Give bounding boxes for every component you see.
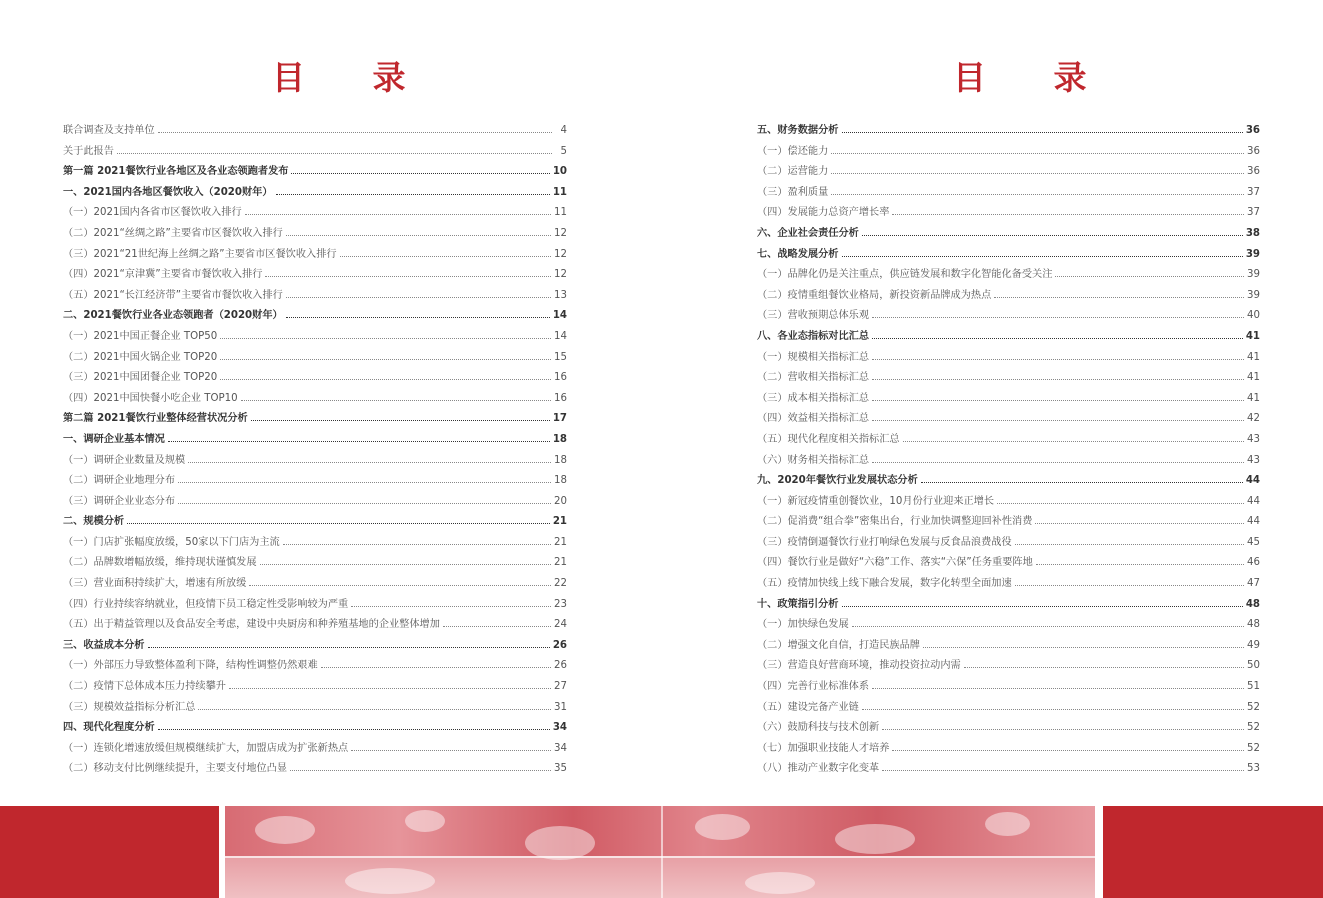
toc-entry[interactable] [63,533,567,554]
toc-list-right [757,121,1260,780]
toc-entry-page: 23 [554,598,567,610]
toc-entry-title: （三）规模效益指标分析汇总 [63,701,196,713]
toc-entry-title: 第一篇 2021餐饮行业各地区及各业态领跑者发布 [63,166,289,178]
toc-entry[interactable] [757,553,1260,574]
toc-entry-page: 39 [1247,289,1260,301]
toc-entry-title: （二）增强文化自信，打造民族品牌 [757,639,920,651]
toc-leader-dots [1036,563,1244,565]
toc-leader-dots [1015,543,1244,545]
toc-title-left: 目 录 [272,58,434,97]
toc-entry[interactable] [63,368,567,389]
toc-entry[interactable] [63,574,567,595]
toc-entry[interactable] [757,677,1260,698]
toc-entry[interactable] [63,595,567,616]
toc-entry[interactable] [63,656,567,677]
toc-entry[interactable] [757,636,1260,657]
toc-entry-title: （三）营业面积持续扩大，增速有所放缓 [63,578,247,590]
toc-entry[interactable] [757,121,1260,142]
toc-entry-page: 48 [1245,598,1260,610]
toc-entry-title: （五）疫情加快线上线下融合发展，数字化转型全面加速 [757,578,1012,590]
toc-entry-page: 40 [1247,310,1260,322]
toc-entry-page: 47 [1247,578,1260,590]
toc-leader-dots [148,646,550,648]
toc-entry[interactable] [757,492,1260,513]
toc-entry-title: 二、2021餐饮行业各业态领跑者（2020财年） [63,310,283,322]
toc-leader-dots [892,749,1244,751]
toc-entry-title: 十、政策指引分析 [757,598,839,610]
toc-entry-page: 41 [1247,392,1260,404]
toc-entry[interactable] [757,759,1260,780]
toc-entry-page: 52 [1247,742,1260,754]
toc-entry-page: 26 [552,639,567,651]
toc-entry-page: 14 [552,310,567,322]
toc-leader-dots [872,316,1244,318]
toc-entry[interactable] [63,245,567,266]
toc-entry-title: （五）出于精益管理以及食品安全考虑，建设中央厨房和种养殖基地的企业整体增加 [63,619,440,631]
toc-entry-page: 15 [554,351,567,363]
toc-leader-dots [872,419,1244,421]
toc-entry-title: （二）促消费“组合拳”密集出台，行业加快调整迎回补性消费 [757,516,1033,528]
toc-leader-dots [831,172,1244,174]
toc-leader-dots [188,461,551,463]
toc-entry[interactable] [63,759,567,780]
toc-leader-dots [872,358,1244,360]
toc-entry-page: 38 [1245,227,1260,239]
toc-entry[interactable] [757,718,1260,739]
toc-entry-title: 八、各业态指标对比汇总 [757,330,870,342]
toc-entry-title: （二）营收相关指标汇总 [757,372,870,384]
toc-entry[interactable] [63,451,567,472]
toc-leader-dots [872,399,1244,401]
toc-entry-page: 42 [1247,413,1260,425]
toc-entry-page: 11 [554,207,567,219]
toc-entry-title: 四、现代化程度分析 [63,722,155,734]
toc-entry-page: 5 [560,145,567,157]
toc-leader-dots [872,378,1244,380]
toc-entry-page: 18 [554,454,567,466]
toc-entry-title: （二）2021中国火锅企业 TOP20 [63,351,218,363]
toc-leader-dots [178,481,551,483]
toc-entry[interactable] [63,265,567,286]
toc-entry-page: 36 [1245,125,1260,136]
toc-entry[interactable] [63,698,567,719]
toc-entry-page: 46 [1247,557,1260,569]
toc-entry[interactable] [63,553,567,574]
toc-entry[interactable] [757,245,1260,266]
toc-entry-title: （七）加强职业技能人才培养 [757,742,890,754]
toc-entry-page: 10 [552,166,567,178]
toc-entry-title: （二）品牌数增幅放缓，维持现状谨慎发展 [63,557,257,569]
toc-leader-dots [220,358,551,360]
toc-entry[interactable] [63,348,567,369]
toc-entry-page: 22 [554,578,567,590]
toc-leader-dots [852,625,1244,627]
toc-leader-dots [831,193,1244,195]
toc-leader-dots [872,687,1244,689]
toc-entry[interactable] [757,533,1260,554]
toc-entry[interactable] [63,718,567,739]
toc-entry-page: 41 [1245,330,1260,342]
toc-leader-dots [283,543,551,545]
footer-red-band-right [1103,806,1323,898]
toc-leader-dots [290,769,551,771]
toc-entry[interactable] [63,677,567,698]
toc-entry[interactable] [757,224,1260,245]
toc-entry-title: 五、财务数据分析 [757,125,839,136]
footer-red-band-left [0,806,219,898]
toc-entry-title: （一）调研企业数量及规模 [63,454,186,466]
toc-leader-dots [903,440,1244,442]
toc-leader-dots [127,522,550,524]
toc-entry-page: 12 [554,227,567,239]
toc-entry-page: 16 [554,372,567,384]
toc-leader-dots [229,687,551,689]
toc-entry-page: 20 [554,495,567,507]
toc-leader-dots [1035,522,1244,524]
toc-entry-page: 52 [1247,722,1260,734]
toc-entry[interactable] [757,574,1260,595]
toc-entry-page: 39 [1247,269,1260,281]
toc-entry[interactable] [63,121,567,142]
toc-leader-dots [831,152,1244,154]
toc-entry-title: 关于此报告 [63,145,114,157]
toc-entry-title: （八）推动产业数字化变革 [757,763,880,775]
toc-entry[interactable] [63,203,567,224]
toc-entry-page: 37 [1247,186,1260,198]
toc-entry-title: （四）餐饮行业是做好“六稳”工作、落实“六保”任务重要阵地 [757,557,1033,569]
toc-entry-page: 34 [554,742,567,754]
toc-entry-title: （六）财务相关指标汇总 [757,454,870,466]
toc-leader-dots [251,419,550,421]
toc-entry-title: （一）连锁化增速放缓但规模继续扩大，加盟店成为扩张新热点 [63,742,349,754]
toc-leader-dots [178,502,551,504]
toc-entry-page: 21 [552,516,567,528]
toc-entry-page: 37 [1247,207,1260,219]
toc-leader-dots [842,605,1243,607]
toc-entry[interactable] [63,389,567,410]
toc-entry[interactable] [757,615,1260,636]
toc-entry-title: （一）新冠疫情重创餐饮业，10月份行业迎来正增长 [757,495,995,507]
toc-entry[interactable] [757,327,1260,348]
toc-leader-dots [964,666,1244,668]
toc-leader-dots [220,378,551,380]
toc-leader-dots [260,563,551,565]
toc-leader-dots [286,296,551,298]
toc-entry[interactable] [63,430,567,451]
toc-leader-dots [158,728,550,730]
toc-entry-page: 18 [552,433,567,445]
toc-entry-title: （一）偿还能力 [757,145,829,157]
toc-entry-title: （四）2021“京津冀”主要省市餐饮收入排行 [63,269,263,281]
toc-entry-title: （一）加快绿色发展 [757,619,849,631]
toc-entry-page: 21 [554,536,567,548]
toc-entry-page: 21 [554,557,567,569]
toc-entry[interactable] [63,286,567,307]
toc-leader-dots [872,337,1243,339]
toc-entry[interactable] [757,162,1260,183]
toc-leader-dots [245,213,551,215]
toc-entry-page: 16 [554,392,567,404]
toc-entry[interactable] [757,512,1260,533]
toc-leader-dots [842,131,1243,133]
toc-entry-title: （三）疫情倒逼餐饮行业打响绿色发展与反食品浪费战役 [757,536,1012,548]
toc-entry-page: 26 [554,660,567,672]
toc-entry[interactable] [757,203,1260,224]
toc-entry-page: 4 [560,125,567,136]
toc-entry-page: 18 [554,475,567,487]
toc-entry-title: （二）2021“丝绸之路”主要省市区餐饮收入排行 [63,227,283,239]
toc-entry-title: 一、2021国内各地区餐饮收入（2020财年） [63,186,273,198]
toc-leader-dots [882,769,1244,771]
toc-entry[interactable] [757,286,1260,307]
toc-entry-title: （一）2021中国正餐企业 TOP50 [63,330,218,342]
toc-entry-page: 39 [1245,248,1260,260]
toc-entry-title: （三）盈利质量 [757,186,829,198]
toc-entry-page: 12 [554,269,567,281]
toc-entry-title: 二、规模分析 [63,516,125,528]
toc-entry-page: 52 [1247,701,1260,713]
toc-entry-page: 17 [552,413,567,425]
toc-entry[interactable] [757,471,1260,492]
toc-entry-title: （三）2021“21世纪海上丝绸之路”主要省市区餐饮收入排行 [63,248,337,260]
toc-entry-title: （五）2021“长江经济带”主要省市餐饮收入排行 [63,289,283,301]
toc-entry-title: （三）营造良好营商环境，推动投资拉动内需 [757,660,961,672]
toc-leader-dots [1015,584,1244,586]
toc-entry[interactable] [63,306,567,327]
toc-entry-title: 联合调查及支持单位 [63,125,155,136]
toc-leader-dots [921,481,1243,483]
toc-entry[interactable] [757,698,1260,719]
toc-entry-page: 41 [1247,351,1260,363]
toc-entry-title: 九、2020年餐饮行业发展状态分析 [757,475,918,487]
toc-leader-dots [842,255,1243,257]
toc-entry-page: 14 [554,330,567,342]
toc-entry-title: （四）完善行业标准体系 [757,681,870,693]
toc-leader-dots [351,749,551,751]
toc-leader-dots [117,152,552,154]
toc-entry[interactable] [757,348,1260,369]
toc-entry[interactable] [63,512,567,533]
toc-entry-page: 43 [1247,433,1260,445]
toc-entry-page: 35 [554,763,567,775]
toc-entry-page: 45 [1247,536,1260,548]
toc-entry-page: 36 [1247,166,1260,178]
toc-entry-page: 43 [1247,454,1260,466]
toc-entry-title: 第二篇 2021餐饮行业整体经营状况分析 [63,413,248,425]
toc-entry-page: 24 [554,619,567,631]
toc-leader-dots [872,461,1244,463]
footer-photo-banner [225,806,1095,898]
toc-leader-dots [862,708,1244,710]
toc-leader-dots [892,213,1244,215]
toc-entry[interactable] [757,430,1260,451]
toc-entry-title: （一）2021国内各省市区餐饮收入排行 [63,207,242,219]
toc-entry-title: （五）现代化程度相关指标汇总 [757,433,900,445]
toc-entry-page: 34 [552,722,567,734]
toc-entry-page: 13 [554,289,567,301]
toc-entry-page: 12 [554,248,567,260]
toc-leader-dots [198,708,551,710]
toc-entry-page: 27 [554,681,567,693]
toc-leader-dots [286,234,551,236]
toc-entry[interactable] [63,224,567,245]
toc-entry[interactable] [757,368,1260,389]
toc-entry-title: （一）品牌化仍是关注重点，供应链发展和数字化智能化备受关注 [757,269,1053,281]
toc-entry-title: （二）疫情下总体成本压力持续攀升 [63,681,226,693]
toc-entry[interactable] [757,142,1260,163]
toc-leader-dots [997,502,1244,504]
toc-entry[interactable] [63,615,567,636]
toc-entry-page: 53 [1247,763,1260,775]
toc-entry-title: （二）移动支付比例继续提升，主要支付地位凸显 [63,763,288,775]
toc-entry[interactable] [757,306,1260,327]
toc-entry-page: 50 [1247,660,1260,672]
toc-entry[interactable] [757,183,1260,204]
toc-entry[interactable] [63,142,567,163]
toc-entry[interactable] [757,451,1260,472]
toc-leader-dots [994,296,1244,298]
toc-entry-title: 三、收益成本分析 [63,639,145,651]
toc-entry-title: （一）规模相关指标汇总 [757,351,870,363]
toc-leader-dots [249,584,551,586]
toc-entry-page: 44 [1247,516,1260,528]
toc-entry-page: 44 [1245,475,1260,487]
toc-entry-page: 11 [552,186,567,198]
toc-leader-dots [351,605,551,607]
toc-entry-title: （四）发展能力总资产增长率 [757,207,890,219]
toc-entry-title: 七、战略发展分析 [757,248,839,260]
toc-entry-title: （四）2021中国快餐小吃企业 TOP10 [63,392,238,404]
toc-entry-title: （四）效益相关指标汇总 [757,413,870,425]
toc-entry-title: （六）鼓励科技与技术创新 [757,722,880,734]
toc-entry[interactable] [757,265,1260,286]
toc-leader-dots [923,646,1244,648]
toc-entry-page: 31 [554,701,567,713]
toc-entry-page: 48 [1247,619,1260,631]
toc-leader-dots [158,131,552,133]
toc-leader-dots [862,234,1243,236]
toc-entry-page: 44 [1247,495,1260,507]
toc-entry-title: （三）成本相关指标汇总 [757,392,870,404]
toc-entry-title: 六、企业社会责任分析 [757,227,859,239]
toc-entry-page: 36 [1247,145,1260,157]
toc-list-left [63,121,567,780]
toc-entry[interactable] [63,409,567,430]
toc-entry-title: 一、调研企业基本情况 [63,433,165,445]
toc-entry[interactable] [63,471,567,492]
toc-entry-title: （三）营收预期总体乐观 [757,310,870,322]
toc-leader-dots [220,337,551,339]
toc-leader-dots [168,440,550,442]
toc-leader-dots [882,728,1244,730]
toc-entry-title: （五）建设完备产业链 [757,701,859,713]
toc-leader-dots [340,255,551,257]
toc-entry-page: 49 [1247,639,1260,651]
toc-entry[interactable] [63,739,567,760]
toc-entry-title: （二）疫情重组餐饮业格局，新投资新品牌成为热点 [757,289,992,301]
toc-leader-dots [265,275,551,277]
toc-title-right: 目 录 [953,58,1115,97]
toc-entry-title: （一）外部压力导致整体盈利下降，结构性调整仍然艰难 [63,660,318,672]
toc-leader-dots [241,399,551,401]
toc-leader-dots [276,193,550,195]
toc-leader-dots [443,625,551,627]
toc-entry-title: （二）调研企业地理分布 [63,475,176,487]
toc-entry[interactable] [757,389,1260,410]
toc-leader-dots [291,172,549,174]
toc-entry[interactable] [63,327,567,348]
toc-entry-page: 51 [1247,681,1260,693]
toc-entry[interactable] [757,656,1260,677]
toc-entry[interactable] [757,595,1260,616]
toc-leader-dots [1055,275,1244,277]
toc-entry[interactable] [63,492,567,513]
toc-leader-dots [286,316,550,318]
toc-entry[interactable] [757,739,1260,760]
toc-entry-title: （三）调研企业业态分布 [63,495,176,507]
toc-entry-title: （四）行业持续容纳就业，但疫情下员工稳定性受影响较为严重 [63,598,349,610]
toc-entry-title: （一）门店扩张幅度放缓，50家以下门店为主流 [63,536,280,548]
toc-entry[interactable] [757,409,1260,430]
toc-entry[interactable] [63,162,567,183]
toc-entry-title: （三）2021中国团餐企业 TOP20 [63,372,218,384]
toc-entry-page: 41 [1247,372,1260,384]
toc-leader-dots [321,666,551,668]
toc-entry-title: （二）运营能力 [757,166,829,178]
toc-entry[interactable] [63,636,567,657]
toc-entry[interactable] [63,183,567,204]
